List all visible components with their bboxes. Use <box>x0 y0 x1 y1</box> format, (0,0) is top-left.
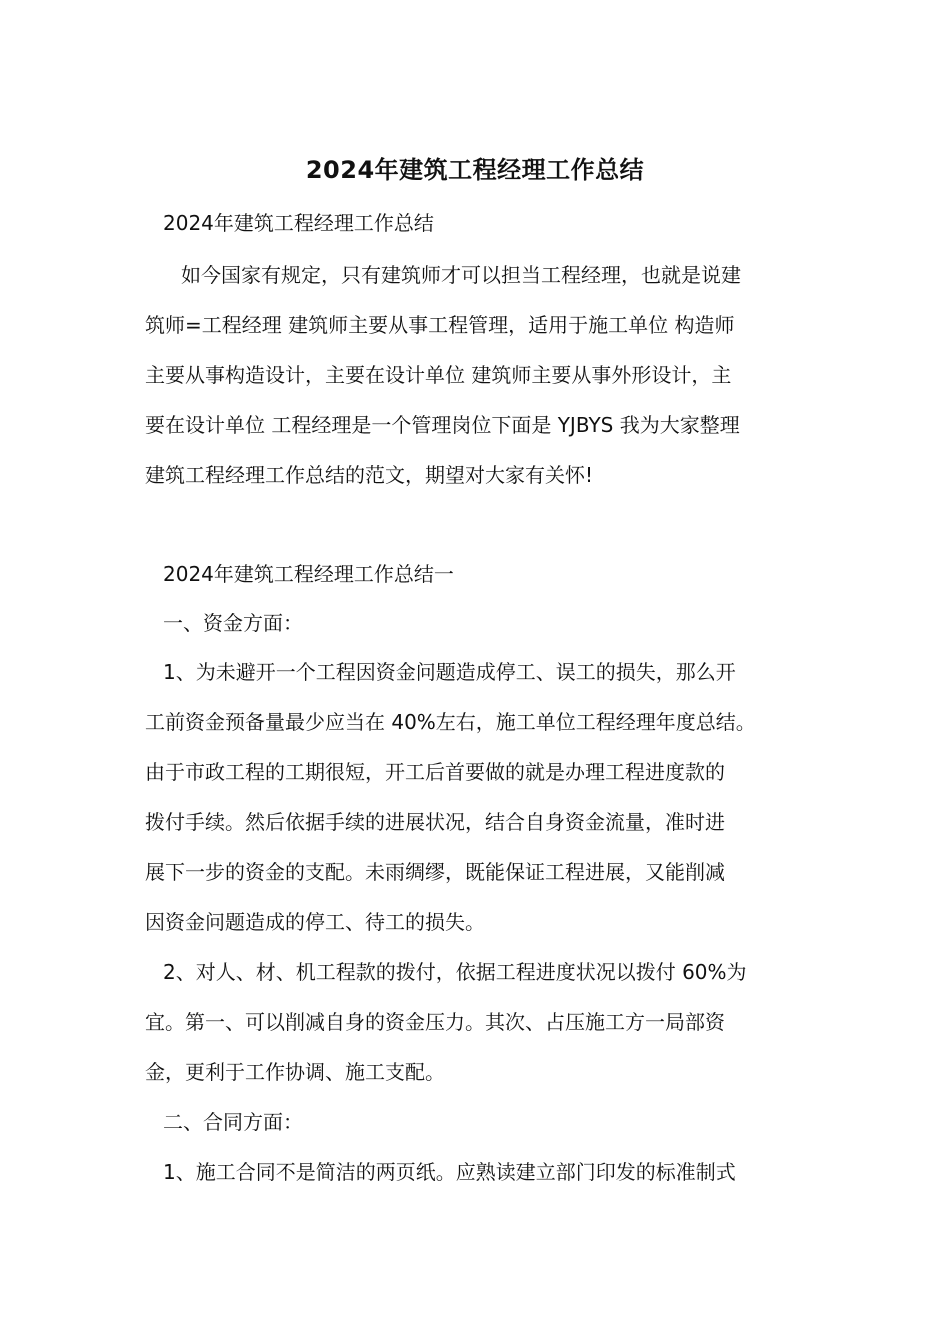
paragraph-line: 1、为未避开一个工程因资金问题造成停工、误工的损失，那么开 <box>163 660 736 684</box>
paragraph-line: 宜。第一、可以削减自身的资金压力。其次、占压施工方一局部资 <box>145 1010 725 1034</box>
section-title: 2024年建筑工程经理工作总结一 <box>163 562 454 586</box>
intro-line: 建筑工程经理工作总结的范文，期望对大家有关怀! <box>145 463 594 487</box>
contract-item-1 <box>145 1147 810 1197</box>
intro-line: 主要从事构造设计，主要在设计单位 建筑师主要从事外形设计，主 <box>145 363 732 387</box>
intro-line: 要在设计单位 工程经理是一个管理岗位下面是 YJBYS 我为大家整理 <box>145 413 740 437</box>
document-title: 2024年建筑工程经理工作总结 <box>305 156 645 184</box>
paragraph-line: 1、施工合同不是简洁的两页纸。应熟读建立部门印发的标准制式 <box>163 1160 736 1184</box>
paragraph-line: 展下一步的资金的支配。未雨绸缪，既能保证工程进展，又能削减 <box>145 860 725 884</box>
part-heading-contract: 二、合同方面： <box>163 1110 303 1134</box>
paragraph-line: 由于市政工程的工期很短，开工后首要做的就是办理工程进度款的 <box>145 760 725 784</box>
intro-paragraph <box>145 250 810 500</box>
paragraph-line: 2、对人、材、机工程款的拨付，依据工程进度状况以拨付 60%为 <box>163 960 747 984</box>
paragraph-line: 金，更利于工作协调、施工支配。 <box>145 1060 445 1084</box>
funds-item-2 <box>145 947 810 1097</box>
part-heading-funds: 一、资金方面： <box>163 611 303 635</box>
paragraph-line: 拨付手续。然后依据手续的进展状况，结合自身资金流量，准时进 <box>145 810 725 834</box>
intro-line: 筑师=工程经理 建筑师主要从事工程管理，适用于施工单位 构造师 <box>145 313 735 337</box>
document-subtitle: 2024年建筑工程经理工作总结 <box>163 211 434 235</box>
intro-line: 如今国家有规定，只有建筑师才可以担当工程经理，也就是说建 <box>181 263 741 287</box>
paragraph-line: 因资金问题造成的停工、待工的损失。 <box>145 910 485 934</box>
funds-item-1 <box>145 647 810 947</box>
paragraph-line: 工前资金预备量最少应当在 40%左右，施工单位工程经理年度总结。 <box>145 710 756 734</box>
